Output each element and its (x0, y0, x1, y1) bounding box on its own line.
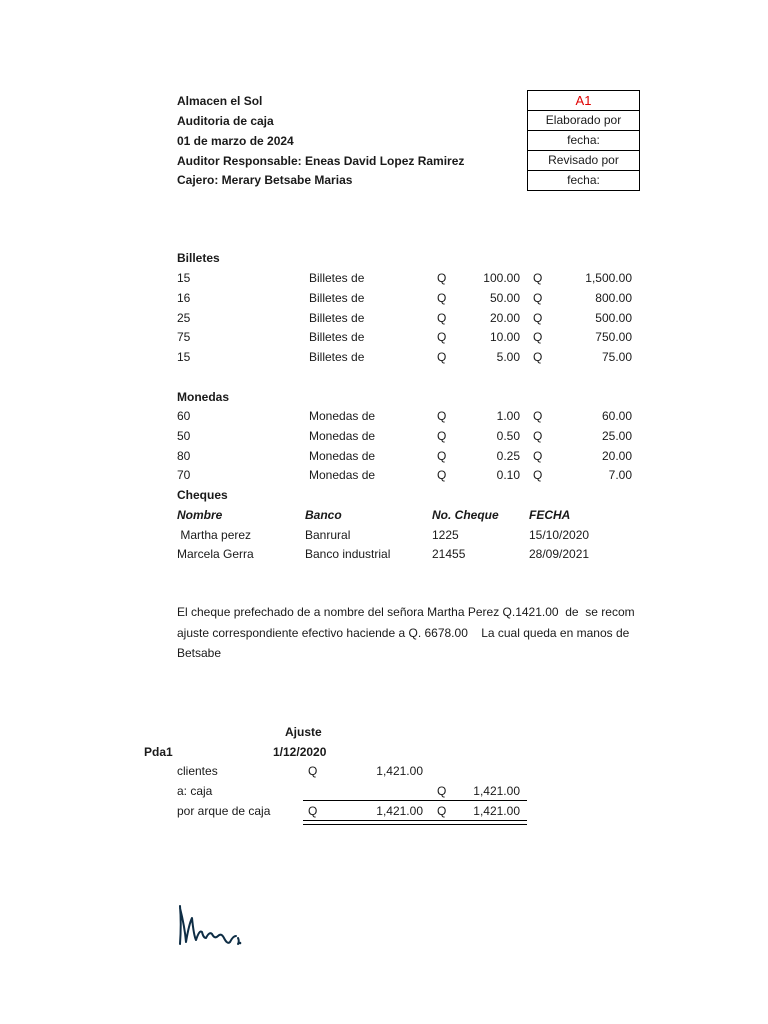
billete-row-5-unit: 5.00 (496, 350, 520, 364)
moneda-row-2-qty: 50 (177, 428, 191, 443)
moneda-row-2-cur1: Q (437, 428, 447, 443)
column-header-nombre: Nombre (177, 508, 223, 522)
cheque-2-fecha: 28/09/2021 (529, 547, 590, 561)
moneda-row-1-qty: 60 (177, 409, 191, 423)
reviewed-date-label: fecha: (528, 171, 639, 191)
billete-row-5-cur1: Q (437, 350, 447, 364)
cheque-1-numero: 1225 (432, 528, 459, 542)
entry-1-debit: 1,421.00 (376, 764, 423, 778)
moneda-row-3-cur2: Q (533, 448, 543, 463)
billete-row-5-total: 75.00 (601, 350, 632, 364)
note-line-3: Betsabe (177, 646, 222, 660)
signature-image (174, 898, 250, 950)
prepared-by-label: Elaborado por (528, 111, 639, 131)
billete-row-3-unit: 20.00 (489, 310, 520, 325)
billete-row-4-unit: 10.00 (489, 330, 520, 345)
moneda-row-1-label: Monedas de (309, 409, 376, 423)
subtotal-rule (303, 800, 527, 801)
entry-1-account: clientes (177, 764, 218, 778)
auditor-line: Auditor Responsable: Eneas David Lopez Ramirez (177, 154, 465, 168)
entry-3-account: por arque de caja (177, 804, 271, 818)
billete-row-2-cur2: Q (533, 290, 543, 305)
billete-row-5-qty: 15 (177, 350, 191, 364)
journal-entry-date: 1/12/2020 (273, 745, 327, 759)
billete-row-2-unit: 50.00 (489, 290, 520, 305)
reference-box (527, 90, 640, 191)
cheque-1-nombre: Martha perez (177, 528, 252, 542)
total-double-rule (303, 820, 527, 825)
moneda-row-3-total: 20.00 (601, 448, 632, 463)
entry-2-credit: 1,421.00 (473, 784, 520, 798)
moneda-row-4-cur1: Q (437, 468, 447, 483)
billete-row-5-cur2: Q (533, 350, 543, 364)
column-header-fecha: FECHA (529, 508, 571, 522)
monedas-heading: Monedas (177, 390, 230, 404)
cheque-2-nombre: Marcela Gerra (177, 547, 254, 561)
company-name: Almacen el Sol (177, 94, 263, 108)
moneda-row-4-label: Monedas de (309, 468, 376, 483)
entry-3-currency-debit: Q (308, 804, 318, 818)
billete-row-2-qty: 16 (177, 290, 191, 305)
billete-row-1-cur2: Q (533, 271, 543, 285)
moneda-row-2-cur2: Q (533, 428, 543, 443)
ajuste-title: Ajuste (285, 725, 322, 739)
entry-3-credit: 1,421.00 (473, 804, 520, 818)
note-line-1: El cheque prefechado de a nombre del señora Martha Perez Q.1421.00 de se recom (177, 605, 635, 619)
billete-row-4-cur1: Q (437, 330, 447, 345)
journal-entry-number: Pda1 (144, 745, 173, 759)
cheque-2-numero: 21455 (432, 547, 466, 561)
moneda-row-1-cur1: Q (437, 409, 447, 423)
billete-row-4-cur2: Q (533, 330, 543, 345)
prepared-date-label: fecha: (528, 131, 639, 151)
reference-code: A1 (528, 91, 639, 111)
billete-row-1-total: 1,500.00 (585, 271, 632, 285)
moneda-row-3-label: Monedas de (309, 448, 376, 463)
billete-row-3-total: 500.00 (595, 310, 632, 325)
billete-row-2-cur1: Q (437, 290, 447, 305)
cheques-heading: Cheques (177, 488, 228, 502)
moneda-row-4-total: 7.00 (608, 468, 632, 483)
column-header-banco: Banco (305, 508, 342, 522)
moneda-row-1-cur2: Q (533, 409, 543, 423)
moneda-row-3-cur1: Q (437, 448, 447, 463)
moneda-row-4-cur2: Q (533, 468, 543, 483)
moneda-row-2-total: 25.00 (601, 428, 632, 443)
entry-2-account: a: caja (177, 784, 213, 798)
billete-row-3-label: Billetes de (309, 310, 365, 325)
entry-3-currency-credit: Q (437, 804, 447, 818)
billete-row-5-label: Billetes de (309, 350, 365, 364)
billete-row-4-total: 750.00 (595, 330, 632, 345)
entry-1-currency: Q (308, 764, 318, 778)
document-date: 01 de marzo de 2024 (177, 134, 294, 148)
moneda-row-2-unit: 0.50 (496, 428, 520, 443)
billete-row-1-qty: 15 (177, 271, 191, 285)
reviewed-by-label: Revisado por (528, 151, 639, 171)
billete-row-3-cur2: Q (533, 310, 543, 325)
billetes-heading: Billetes (177, 251, 220, 265)
billete-row-1-label: Billetes de (309, 271, 365, 285)
moneda-row-3-qty: 80 (177, 448, 191, 463)
cheque-1-banco: Banrural (305, 528, 351, 542)
moneda-row-1-unit: 1.00 (496, 409, 520, 423)
billete-row-1-unit: 100.00 (483, 271, 520, 285)
cheque-2-banco: Banco industrial (305, 547, 391, 561)
moneda-row-3-unit: 0.25 (496, 448, 520, 463)
cheque-1-fecha: 15/10/2020 (529, 528, 590, 542)
document-title: Auditoria de caja (177, 114, 274, 128)
moneda-row-1-total: 60.00 (601, 409, 632, 423)
billete-row-3-cur1: Q (437, 310, 447, 325)
entry-2-currency: Q (437, 784, 447, 798)
billete-row-2-total: 800.00 (595, 290, 632, 305)
billete-row-3-qty: 25 (177, 310, 191, 325)
moneda-row-2-label: Monedas de (309, 428, 376, 443)
moneda-row-4-qty: 70 (177, 468, 191, 483)
entry-3-debit: 1,421.00 (376, 804, 423, 818)
cashier-line: Cajero: Merary Betsabe Marias (177, 173, 353, 187)
billete-row-4-label: Billetes de (309, 330, 365, 345)
billete-row-1-cur1: Q (437, 271, 447, 285)
moneda-row-4-unit: 0.10 (496, 468, 520, 483)
column-header-numero: No. Cheque (432, 508, 499, 522)
note-line-2: ajuste correspondiente efectivo haciende a Q. 6678.00 La cual queda en manos de (177, 626, 630, 640)
billete-row-2-label: Billetes de (309, 290, 365, 305)
billete-row-4-qty: 75 (177, 330, 191, 345)
